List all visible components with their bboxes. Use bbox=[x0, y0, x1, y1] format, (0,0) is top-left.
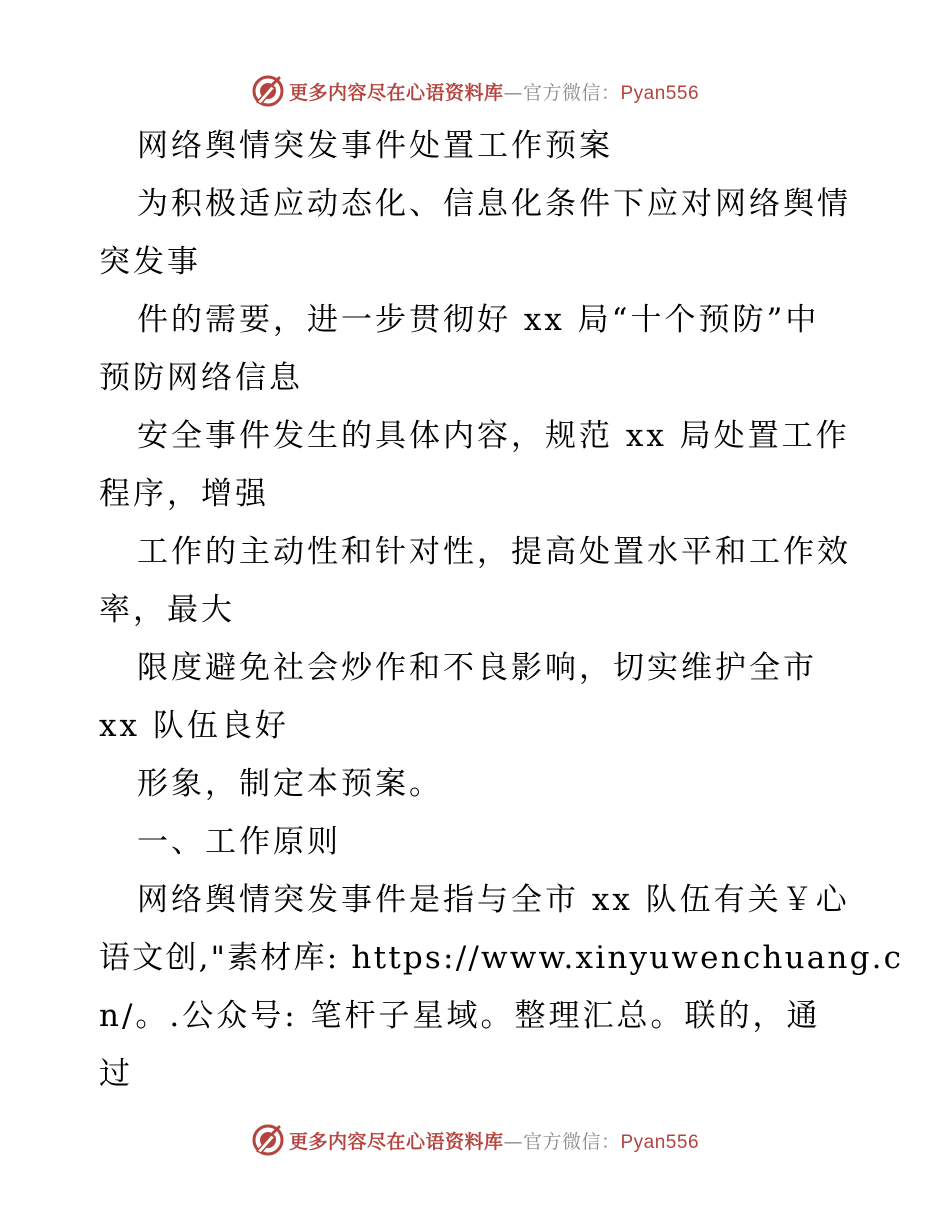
paragraph-line: 形象，制定本预案。 bbox=[137, 766, 443, 802]
footer-banner-text bbox=[289, 1127, 699, 1154]
footer-banner bbox=[0, 1120, 950, 1160]
paragraph-line: 网络舆情突发事件是指与全市 xx 队伍有关￥心 bbox=[137, 882, 850, 918]
footer-wechat-id: Pyan556 bbox=[620, 1131, 700, 1153]
document-title: 网络舆情突发事件处置工作预案 bbox=[137, 128, 613, 164]
paragraph-line: 语文创,"素材库: https://www.xinyuwenchuang.c bbox=[99, 940, 904, 976]
header-separator: — bbox=[503, 81, 523, 104]
paragraph-line: 工作的主动性和针对性，提高处置水平和工作效 bbox=[137, 534, 851, 570]
paragraph-line: 过 bbox=[99, 1056, 133, 1092]
footer-wechat-label: 官方微信： bbox=[522, 1130, 621, 1153]
paragraph-line: n/。.公众号: 笔杆子星域。整理汇总。联的，通 bbox=[99, 998, 821, 1034]
paragraph-line: 件的需要，进一步贯彻好 xx 局“十个预防”中 bbox=[137, 302, 820, 338]
paragraph-line: 为积极适应动态化、信息化条件下应对网络舆情 bbox=[137, 186, 851, 222]
header-wechat-label: 官方微信： bbox=[522, 81, 621, 104]
header-banner bbox=[0, 71, 950, 111]
paragraph-line: 预防网络信息 bbox=[99, 360, 303, 396]
paragraph-line: xx 队伍良好 bbox=[99, 708, 289, 744]
paragraph-line: 程序，增强 bbox=[99, 476, 269, 512]
footer-brand-text: 更多内容尽在心语资料库 bbox=[288, 1130, 504, 1153]
paragraph-line: 率，最大 bbox=[99, 592, 235, 628]
pen-logo-icon bbox=[251, 1123, 285, 1157]
paragraph-line: 限度避免社会炒作和不良影响，切实维护全市 bbox=[137, 650, 817, 686]
section-heading: 一、工作原则 bbox=[137, 824, 341, 860]
header-brand-text: 更多内容尽在心语资料库 bbox=[288, 81, 504, 104]
header-wechat-id: Pyan556 bbox=[620, 82, 700, 104]
header-banner-text bbox=[289, 78, 699, 105]
pen-logo-icon bbox=[251, 74, 285, 108]
footer-separator: — bbox=[503, 1130, 523, 1153]
paragraph-line: 安全事件发生的具体内容，规范 xx 局处置工作 bbox=[137, 418, 850, 454]
paragraph-line: 突发事 bbox=[99, 244, 201, 280]
